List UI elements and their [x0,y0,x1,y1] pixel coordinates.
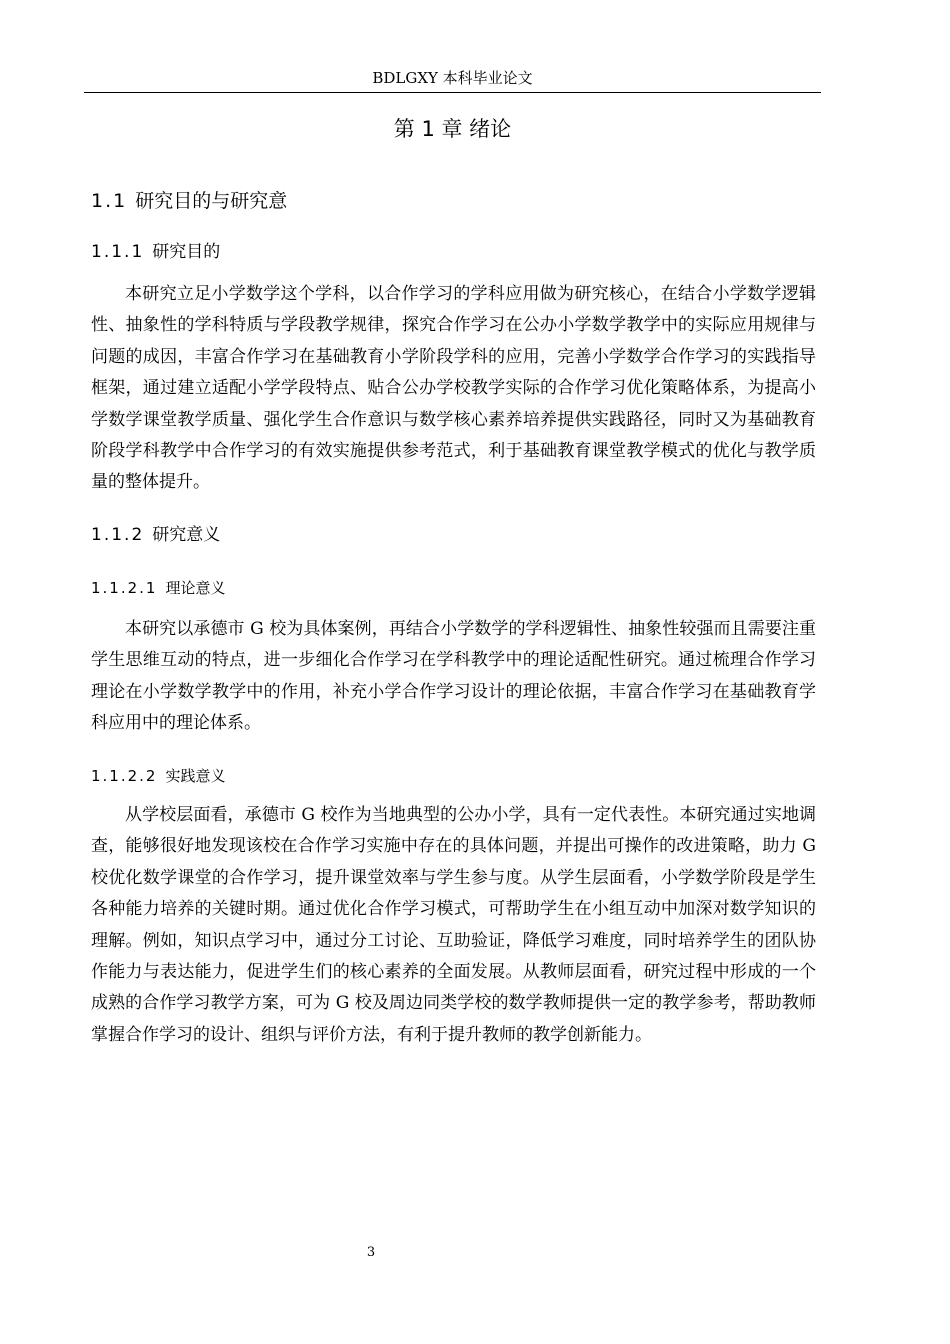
section-title: 研究目的 [152,242,221,262]
paragraph-theoretical-significance: 本研究以承德市 G 校为具体案例，再结合小学数学的学科逻辑性、抽象性较强而且需要注重学生思维互动的特点，进一步细化合作学习在学科教学中的理论适配性研究。通过梳理合作学习理论在小学数学教学中的作用，补充小学合作学习设计的理论依据，丰富合作学习在基础教育学科应用中的理论体系。 [91,619,816,734]
paragraph-practical-significance: 从学校层面看，承德市 G 校作为当地典型的公办小学，具有一定代表性。本研究通过实地调查，能够很好地发现该校在合作学习实施中存在的具体问题，并提出可操作的改进策略，助力 G 校优化数学课堂的合作学习，提升课堂效率与学生参与度。从学生层面看，小学数学阶段是学生各种能力培养的关键时期。通过优化合作学习模式，可帮助学生在小组互动中加深对数学知识的理解。例如，知识点学习中，通过分工讨论、互助验证，降低学习难度，同时培养学生的团队协作能力与表达能力，促进学生们的核心素养的全面发展。从教师层面看，研究过程中形成的一个成熟的合作学习教学方案，可为 G 校及周边同类学校的数学教师提供一定的教学参考，帮助教师掌握合作学习的设计、组织与评价方法，有利于提升教师的教学创新能力。 [91,805,816,1045]
section-number: 1.1.2.2 [91,767,158,785]
header-rule [84,92,821,93]
running-header: BDLGXY 本科毕业论文 [372,69,533,87]
section-title: 研究目的与研究意 [135,190,288,212]
section-heading-1-1 [91,187,287,215]
paragraph-research-purpose: 本研究立足小学数学这个学科，以合作学习的学科应用做为研究核心，在结合小学数学逻辑性、抽象性的学科特质与学段教学规律，探究合作学习在公办小学数学教学中的实际应用规律与问题的成因，丰富合作学习在基础教育小学阶段学科的应用，完善小学数学合作学习的实践指导框架，通过建立适配小学学段特点、贴合公办学校教学实际的合作学习优化策略体系，为提高小学数学课堂教学质量、强化学生合作意识与数学核心素养培养提供实践路径，同时又为基础教育阶段学科教学中合作学习的有效实施提供参考范式，利于基础教育课堂教学模式的优化与教学质量的整体提升。 [91,284,816,493]
chapter-title: 第 1 章 绪论 [393,117,512,141]
section-title: 实践意义 [165,767,226,785]
section-number: 1.1.2 [91,525,145,545]
section-number: 1.1 [91,190,128,212]
page-number: 3 [366,1245,376,1260]
section-heading-1-1-2-1 [91,576,226,600]
section-title: 研究意义 [152,525,221,545]
section-number: 1.1.2.1 [91,579,158,597]
section-number: 1.1.1 [91,242,145,262]
section-title: 理论意义 [165,579,226,597]
section-heading-1-1-2 [91,522,220,548]
section-heading-1-1-2-2 [91,764,226,788]
section-heading-1-1-1 [91,239,220,265]
